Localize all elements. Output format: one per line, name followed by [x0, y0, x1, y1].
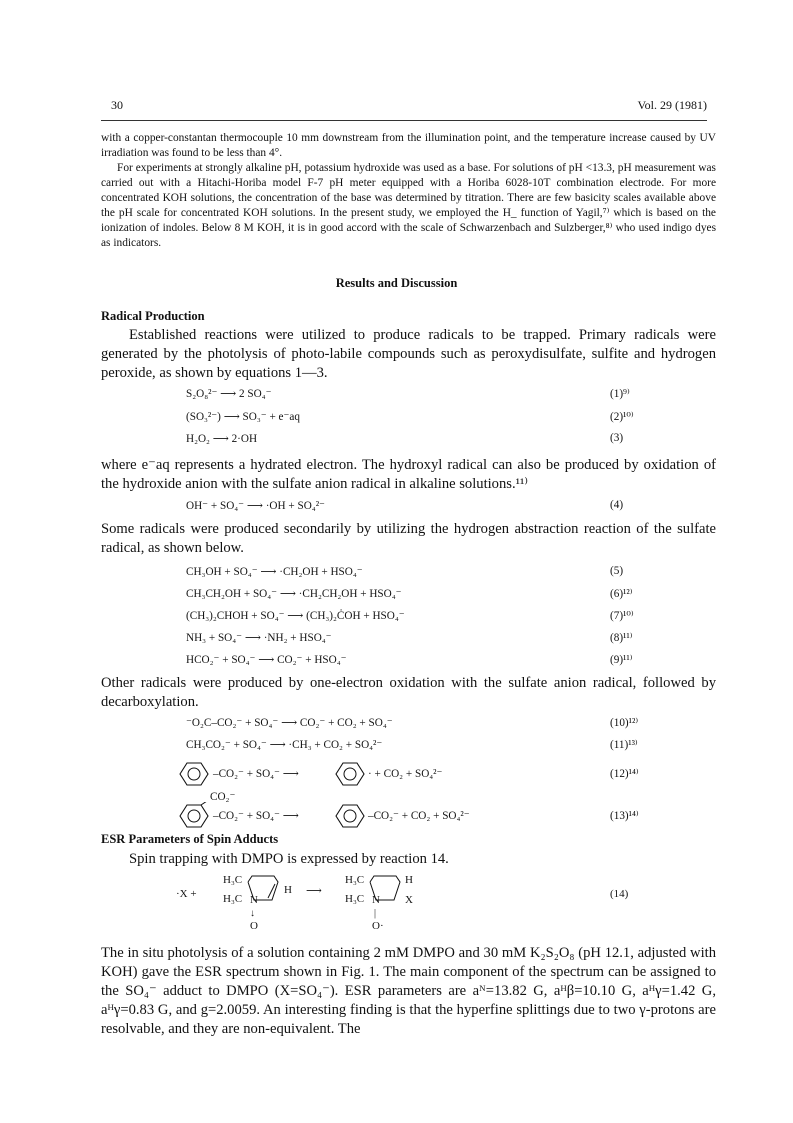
volume-label: Vol. 29 (1981) [637, 98, 707, 112]
esr-paragraph-1 [101, 850, 716, 869]
equation-text: H₂O₂ ⟶ 2·OH [186, 433, 258, 445]
h3c-label: H₃C [345, 874, 365, 886]
equation-number: (14) [610, 888, 629, 900]
section-title: Results and Discussion [335, 276, 458, 290]
equation-row [0, 609, 793, 625]
equation-text: NH₃ + SO₄⁻ ⟶ ·NH₂ + HSO₄⁻ [186, 632, 332, 644]
equation-text: –CO₂⁻ + SO₄⁻ ⟶ [213, 810, 299, 822]
benzene-ring-icon [170, 802, 214, 830]
equation-row [0, 499, 793, 515]
oxygen-radical-label: O· [372, 920, 384, 932]
equation-row [0, 653, 793, 669]
equation-text: OH⁻ + SO₄⁻ ⟶ ·OH + SO₄²⁻ [186, 500, 325, 512]
radical-text-1: Established reactions were utilized to produce radicals to be trapped. Primary radicals were generated by the photolysis of photo-labile compounds such as peroxydisulfate, sulfite and hydrogen peroxide, as shown by equations 1—3. [101, 327, 716, 381]
equation-text: ⁻O₂C–CO₂⁻ + SO₄⁻ ⟶ CO₂⁻ + CO₂ + SO₄⁻ [186, 717, 393, 729]
equation-number: (6)¹²⁾ [610, 588, 633, 600]
radical-paragraph-4 [101, 674, 716, 712]
h3c-label: H₃C [223, 874, 243, 886]
x-label: X [405, 894, 413, 906]
equation-text: (CH₃)₂CHOH + SO₄⁻ ⟶ (CH₃)₂ĊOH + HSO₄⁻ [186, 610, 405, 622]
header-rule [101, 120, 707, 121]
radical-paragraph-1 [101, 326, 716, 383]
equation-text: (SO₃²⁻) ⟶ SO₃⁻ + e⁻aq [186, 411, 300, 423]
equation-number: (5) [610, 565, 624, 577]
h-label: H [284, 884, 292, 896]
equation-text: CH₃CO₂⁻ + SO₄⁻ ⟶ ·CH₃ + CO₂ + SO₄²⁻ [186, 739, 383, 751]
radical-x: ·X + [176, 888, 197, 900]
equation-row-benzene-2 [0, 790, 793, 832]
equation-number: (4) [610, 499, 624, 511]
nitrogen-label: N [250, 894, 258, 906]
equation-row [0, 565, 793, 581]
equation-number: (7)¹⁰⁾ [610, 610, 634, 622]
equation-text: S₂O₈²⁻ ⟶ 2 SO₄⁻ [186, 388, 272, 400]
equation-text: –CO₂⁻ + SO₄⁻ ⟶ [213, 768, 299, 780]
radical-paragraph-2 [101, 456, 716, 494]
reaction-arrow-icon: ⟶ [306, 885, 322, 897]
equation-row-benzene [0, 760, 793, 788]
equation-row [0, 631, 793, 647]
equation-14 [0, 874, 793, 944]
equation-number: (1)⁹⁾ [610, 388, 630, 400]
equation-number: (3) [610, 432, 624, 444]
radical-text-2: where e⁻aq represents a hydrated electron. The hydroxyl radical can also be produced by oxidation of the hydroxide anion with the sulfate anion radical in alkaline solutions.¹¹⁾ [101, 457, 716, 492]
esr-paragraph-2 [101, 944, 716, 1039]
h3c-label: H₃C [345, 893, 365, 905]
intro-text [101, 131, 716, 251]
equation-row [0, 716, 793, 732]
equation-number: (10)¹²⁾ [610, 717, 639, 729]
esr-heading: ESR Parameters of Spin Adducts [101, 832, 279, 846]
bond-line: | [374, 908, 377, 919]
nitrogen-label: N [372, 894, 380, 906]
equation-row [0, 432, 793, 448]
page-number: 30 [111, 98, 123, 112]
equation-text: HCO₂⁻ + SO₄⁻ ⟶ CO₂⁻ + HSO₄⁻ [186, 654, 347, 666]
equation-row [0, 387, 793, 403]
h3c-label: H₃C [223, 893, 243, 905]
arrow-down-icon: ↓ [250, 908, 255, 919]
equation-row [0, 410, 793, 426]
equation-text: CH₃OH + SO₄⁻ ⟶ ·CH₂OH + HSO₄⁻ [186, 566, 363, 578]
radical-text-4: Other radicals were produced by one-electron oxidation with the sulfate anion radical, followed by decarboxylation. [101, 675, 716, 710]
equation-number: (11)¹³⁾ [610, 739, 638, 751]
esr-text-2: The in situ photolysis of a solution containing 2 mM DMPO and 30 mM K₂S₂O₈ (pH 12.1, adjusted with KOH) gave the ESR spectrum shown in Fig. 1. The main component of the spectrum can be assigned to the SO₄⁻ adduct to DMPO (X=SO₄⁻). ESR parameters are aᴺ=13.82 G, aᴴβ=10.10 G, aᴴγ=1.42 G, aᴴγ=0.83 G, and g=2.0059. An interesting finding is that the hyperfine splittings due to two γ-protons are resolvable, and they are non-equivalent. The [101, 945, 716, 1037]
radical-heading: Radical Production [101, 309, 205, 323]
equation-text: –CO₂⁻ + CO₂ + SO₄²⁻ [368, 810, 470, 822]
intro-paragraph-2: For experiments at strongly alkaline pH, potassium hydroxide was used as a base. For solutions of pH <13.3, pH measurement was carried out with a Hitachi-Horiba model F-7 pH meter equipped with a Horiba 6028-10T combination electrode. For more concentrated KOH solutions, the concentration of the base was determined by titration. There are few basicity scales available above the pH scale for concentrated KOH solutions. In the present study, we employed the H_ function of Yagil,⁷⁾ which is based on the ionization of indoles. Below 8 M KOH, it is in good accord with the scale of Schwarzenbach and Sulzberger,⁸⁾ who used indigo dyes as indicators. [101, 162, 716, 249]
intro-paragraph-1: with a copper-constantan thermocouple 10 mm downstream from the illumination point, and the temperature increase caused by UV irradiation was found to be less than 4°. [101, 132, 716, 159]
radical-paragraph-3 [101, 520, 716, 558]
equation-number: (2)¹⁰⁾ [610, 411, 634, 423]
equation-text: CH₃CH₂OH + SO₄⁻ ⟶ ·CH₂CH₂OH + HSO₄⁻ [186, 588, 402, 600]
equation-row [0, 587, 793, 603]
equation-number: (13)¹⁴⁾ [610, 810, 639, 822]
equation-number: (12)¹⁴⁾ [610, 768, 639, 780]
h-label: H [405, 874, 413, 886]
equation-number: (9)¹¹⁾ [610, 654, 633, 666]
equation-text: · + CO₂ + SO₄²⁻ [368, 768, 443, 780]
equation-number: (8)¹¹⁾ [610, 632, 633, 644]
esr-text-1: Spin trapping with DMPO is expressed by reaction 14. [129, 851, 449, 867]
oxygen-label: O [250, 920, 258, 932]
equation-row [0, 738, 793, 754]
substituent-label: CO₂⁻ [210, 791, 236, 803]
radical-text-3: Some radicals were produced secondarily by utilizing the hydrogen abstraction reaction of the sulfate radical, as shown below. [101, 521, 716, 556]
benzene-ring-icon [170, 760, 214, 788]
